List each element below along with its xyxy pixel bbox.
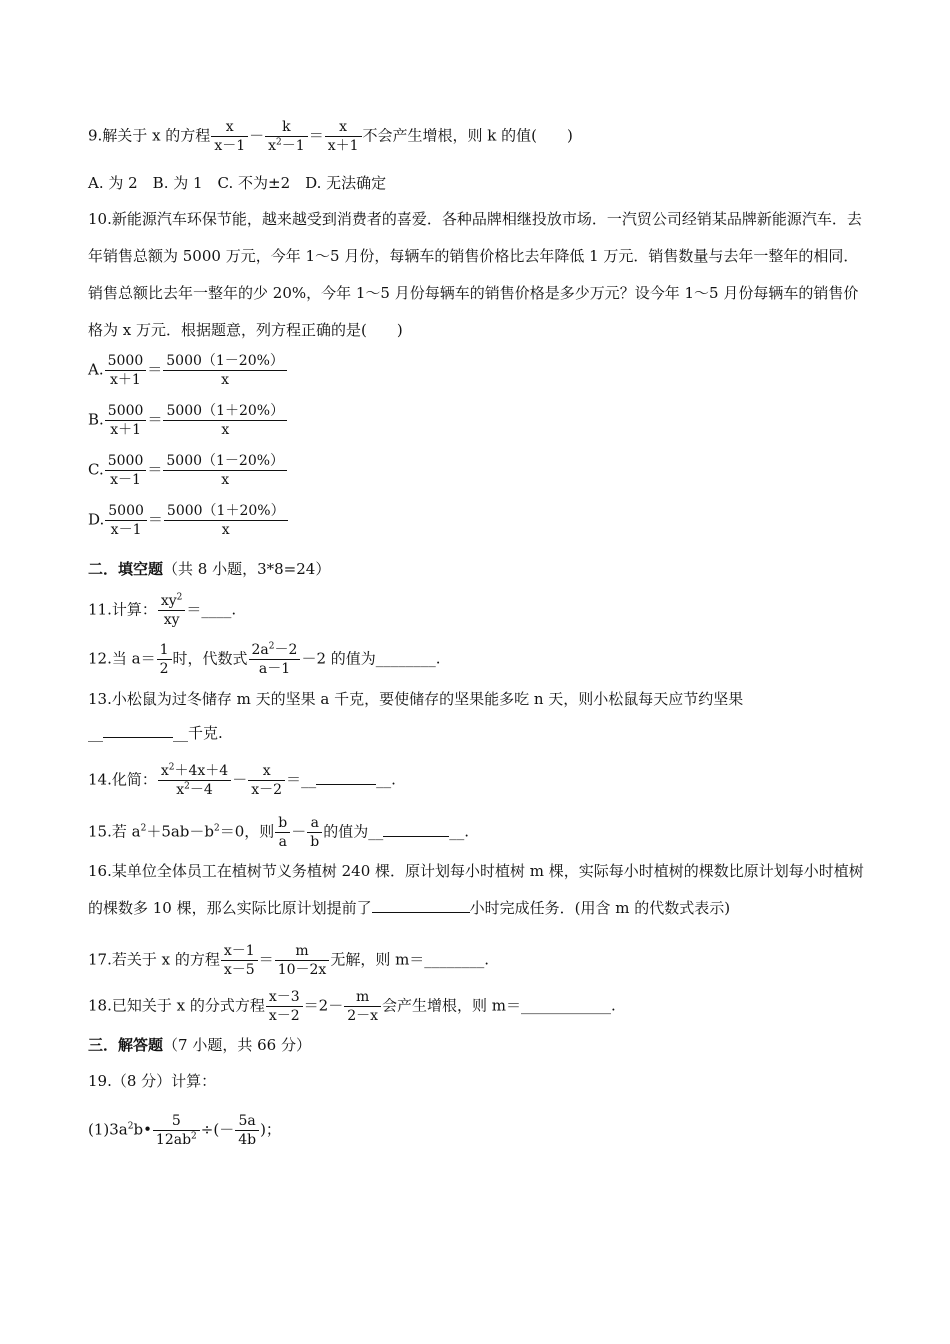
q14-blank[interactable]: [316, 770, 376, 785]
q10-c-lnum: 5000: [105, 452, 147, 471]
question-13-line-2: [88, 722, 223, 744]
q9-eq: ＝: [308, 126, 324, 145]
section-3-note: （7 小题，共 66 分）: [163, 1036, 311, 1054]
q12-prefix: 12.当 a＝: [88, 649, 156, 668]
q18-f2-den: 2－x: [347, 1008, 379, 1024]
q15-blank[interactable]: [383, 822, 449, 837]
q19-div: ÷(－: [200, 1120, 235, 1139]
q10-b-rnum: 5000（1＋20%）: [163, 402, 287, 421]
section-2-heading: [88, 558, 330, 580]
q11-num-exp: 2: [176, 592, 183, 603]
q17-eq: ＝: [258, 950, 274, 969]
q10-b-left: [105, 402, 147, 439]
q9-minus: －: [249, 126, 265, 145]
q14-f1-den: [158, 781, 231, 799]
q12-suffix: －2 的值为________.: [301, 649, 441, 668]
q12-mid: 时，代数式: [172, 649, 248, 668]
q14-f2-den: x－2: [251, 782, 283, 798]
q9-options: A. 为 2 B. 为 1 C. 不为±2 D. 无法确定: [88, 174, 387, 192]
q17-f2-num: m: [275, 942, 330, 961]
q15-minus: －: [291, 822, 307, 841]
q9-f2-den-tail: －1: [281, 138, 305, 154]
question-19-head: 19.（8 分）计算：: [88, 1072, 217, 1090]
question-10: 10.新能源汽车环保节能，越来越受到消费者的喜爱．各种品牌相继投放市场．一汽贸公司经销某品牌新能源汽车．去年销售总额为 5000 万元，今年 1～5 月份，每辆车的销售价格比去年降低 1 万元．销售数量与去年一整年的相同．销售总额比去年一整年的少 20%，今年 1～5 月份每辆车的销售价格是多少万元？设今年 1～5 月份每辆车的销售价格为 x 万元．根据题意，列方程正确的是( ): [88, 210, 862, 339]
q12-den: a－1: [258, 661, 291, 677]
q18-fraction-2: [344, 988, 381, 1025]
q9-f3-num: x: [325, 118, 362, 137]
q10-c-left: [105, 452, 147, 489]
q11-fraction: [158, 592, 186, 629]
q9-f2-den-exp: 2: [276, 137, 282, 148]
q10-d-right: [164, 502, 288, 539]
q17-f1-num: x－1: [221, 942, 258, 961]
section-2-note: （共 8 小题，3*8=24）: [163, 560, 331, 578]
q19-f1-den-a: 12ab: [155, 1132, 192, 1148]
q16-text-a: 16.某单位全体员工在植树节义务植树 240 棵．原计划每小时植树 m 棵，实际每小时植树的棵数比原计划每小时植树的棵数多 10 棵，那么实际比原计划提前了: [88, 862, 864, 917]
q15-post: __.: [449, 822, 470, 841]
question-13-line-1: 13.小松鼠为过冬储存 m 天的坚果 a 千克，要使储存的坚果能多吃 n 天，则小松鼠每天应节约坚果: [88, 690, 744, 708]
q10-d-label: D.: [88, 510, 105, 529]
q10-c-rden: x: [221, 472, 230, 488]
q9-fraction-3: [325, 118, 362, 155]
q13-blank[interactable]: [103, 723, 173, 738]
q10-b-lden: x＋1: [110, 422, 142, 438]
q19-f2-num: 5a: [235, 1112, 259, 1131]
q12-num-exp: 2: [268, 641, 275, 652]
q10-b-right: [163, 402, 287, 439]
q10-c-right: [163, 452, 287, 489]
q16-text-b: 小时完成任务．(用含 m 的代数式表示): [469, 899, 731, 917]
question-16: [88, 853, 868, 927]
q12-num-a: 2a: [251, 642, 269, 658]
q10-a-eq: ＝: [147, 360, 163, 379]
q12-a-fraction: [157, 641, 172, 678]
q9-f2-den: [265, 137, 308, 155]
q10-b-lnum: 5000: [105, 402, 147, 421]
q17-suffix: 无解，则 m＝________.: [330, 950, 490, 969]
q14-d1-a: x: [176, 782, 185, 798]
q19-f2-den: 4b: [238, 1132, 257, 1148]
question-14: [88, 762, 396, 799]
question-18: [88, 988, 616, 1025]
q11-num-base: xy: [160, 593, 177, 609]
q10-c-eq: ＝: [147, 460, 163, 479]
q14-n1-b: ＋4x＋4: [174, 763, 229, 779]
q10-option-b: [88, 402, 288, 439]
q18-fraction-1: [266, 988, 303, 1025]
section-3-heading: [88, 1034, 311, 1056]
question-11: [88, 592, 236, 629]
q18-mid: ＝2－: [303, 996, 344, 1015]
section-3-title: 三．解答题: [88, 1036, 164, 1054]
q15-f1-den: a: [278, 834, 287, 850]
q14-fraction-2: [248, 762, 285, 799]
q10-a-rden: x: [221, 372, 230, 388]
q10-b-label: B.: [88, 410, 104, 429]
q10-option-a: [88, 352, 288, 389]
q11-prefix: 11.计算：: [88, 600, 157, 619]
q12-a-num: 1: [157, 641, 172, 660]
q12-num-b: －2: [274, 642, 298, 658]
q10-a-left: [105, 352, 147, 389]
q17-f1-den: x－5: [223, 962, 255, 978]
q11-suffix: ＝____.: [186, 600, 237, 619]
question-15: [88, 814, 469, 851]
q10-d-rden: x: [221, 522, 230, 538]
q18-f2-num: m: [344, 988, 381, 1007]
q19-p1-b: b•: [133, 1120, 152, 1139]
q10-option-d: [88, 502, 289, 539]
q17-fraction-2: [275, 942, 330, 979]
q15-f1-num: b: [275, 814, 290, 833]
q16-blank[interactable]: [372, 898, 470, 913]
q15-pre: __: [368, 822, 384, 841]
q19-fraction-1: [153, 1112, 200, 1149]
q19-suffix: )；: [260, 1120, 281, 1139]
q11-num: [158, 592, 186, 611]
q15-fraction-2: [307, 814, 322, 851]
q15-f2-den: b: [310, 834, 320, 850]
q10-a-rnum: 5000（1－20%）: [163, 352, 287, 371]
q15-prefix-a: 15.若 a: [88, 822, 141, 841]
q9-f2-den-base: x: [268, 138, 277, 154]
q10-c-lden: x－1: [110, 472, 141, 488]
q19-f1-den: [153, 1131, 200, 1149]
q14-eq: ＝: [286, 770, 302, 789]
q10-c-rnum: 5000（1－20%）: [163, 452, 287, 471]
q17-f2-den: 10－2x: [277, 962, 327, 978]
section-2-title: 二．填空题: [88, 560, 164, 578]
q11-den: xy: [163, 612, 180, 628]
q15-f2-num: a: [307, 814, 322, 833]
q14-pre: __: [301, 770, 317, 789]
q10-a-label: A.: [88, 360, 104, 379]
q10-option-c: [88, 452, 288, 489]
q14-d1-b: －4: [189, 782, 213, 798]
q9-fraction-1: [211, 118, 248, 155]
q13-pre: __: [88, 724, 103, 742]
q10-a-lden: x＋1: [110, 372, 141, 388]
question-19-part-1: [88, 1112, 281, 1149]
question-17: [88, 942, 489, 979]
q14-prefix: 14.化简：: [88, 770, 157, 789]
q12-expr-fraction: [249, 641, 301, 678]
q14-d1-exp: 2: [184, 781, 190, 792]
q14-f2-num: x: [248, 762, 285, 781]
q15-mid: 的值为: [323, 822, 369, 841]
q9-fraction-2: [265, 118, 308, 155]
q19-f1-num: 5: [153, 1112, 200, 1131]
q15-exp-2: 2: [214, 823, 220, 834]
q10-b-eq: ＝: [147, 410, 163, 429]
q10-d-lnum: 5000: [105, 502, 147, 521]
q12-a-den: 2: [159, 661, 169, 677]
q10-b-rden: x: [221, 422, 230, 438]
q9-suffix: 不会产生增根，则 k 的值( ): [362, 126, 573, 145]
q15-fraction-1: [275, 814, 290, 851]
q14-minus: －: [232, 770, 248, 789]
q9-f2-num: k: [265, 118, 308, 137]
q9-prefix: 9.解关于 x 的方程: [88, 126, 211, 145]
q10-d-eq: ＝: [147, 510, 163, 529]
q18-suffix: 会产生增根，则 m＝____________.: [382, 996, 616, 1015]
question-12: [88, 641, 441, 678]
q15-prefix-b: ＋5ab－b: [146, 822, 215, 841]
q12-expr-num: [249, 641, 301, 660]
q17-fraction-1: [221, 942, 258, 979]
q15-prefix-c: ＝0，则: [219, 822, 275, 841]
q19-f1-den-exp: 2: [191, 1131, 197, 1142]
q19-p1-exp: 2: [127, 1121, 134, 1132]
q10-a-right: [163, 352, 287, 389]
q10-a-lnum: 5000: [105, 352, 147, 371]
q19-fraction-2: [235, 1112, 259, 1149]
q14-post: __.: [376, 770, 396, 789]
q14-n1-exp: 2: [168, 762, 175, 773]
q9-f1-num: x: [211, 118, 248, 137]
q10-d-left: [105, 502, 147, 539]
q9-f3-den: x＋1: [327, 138, 359, 154]
q18-f1-num: x－3: [266, 988, 303, 1007]
q10-d-lden: x－1: [110, 522, 142, 538]
q17-prefix: 17.若关于 x 的方程: [88, 950, 220, 969]
q13-post: __千克.: [173, 724, 223, 742]
q15-exp-1: 2: [140, 823, 147, 834]
q18-prefix: 18.已知关于 x 的分式方程: [88, 996, 265, 1015]
q18-f1-den: x－2: [268, 1008, 300, 1024]
q14-n1-a: x: [160, 763, 169, 779]
q10-c-label: C.: [88, 460, 104, 479]
q19-p1-a: (1)3a: [88, 1120, 128, 1139]
q9-f1-den: x－1: [214, 138, 246, 154]
q14-f1-num: [158, 762, 231, 781]
question-9: [88, 118, 573, 155]
q14-fraction-1: [158, 762, 231, 799]
q10-d-rnum: 5000（1＋20%）: [164, 502, 288, 521]
